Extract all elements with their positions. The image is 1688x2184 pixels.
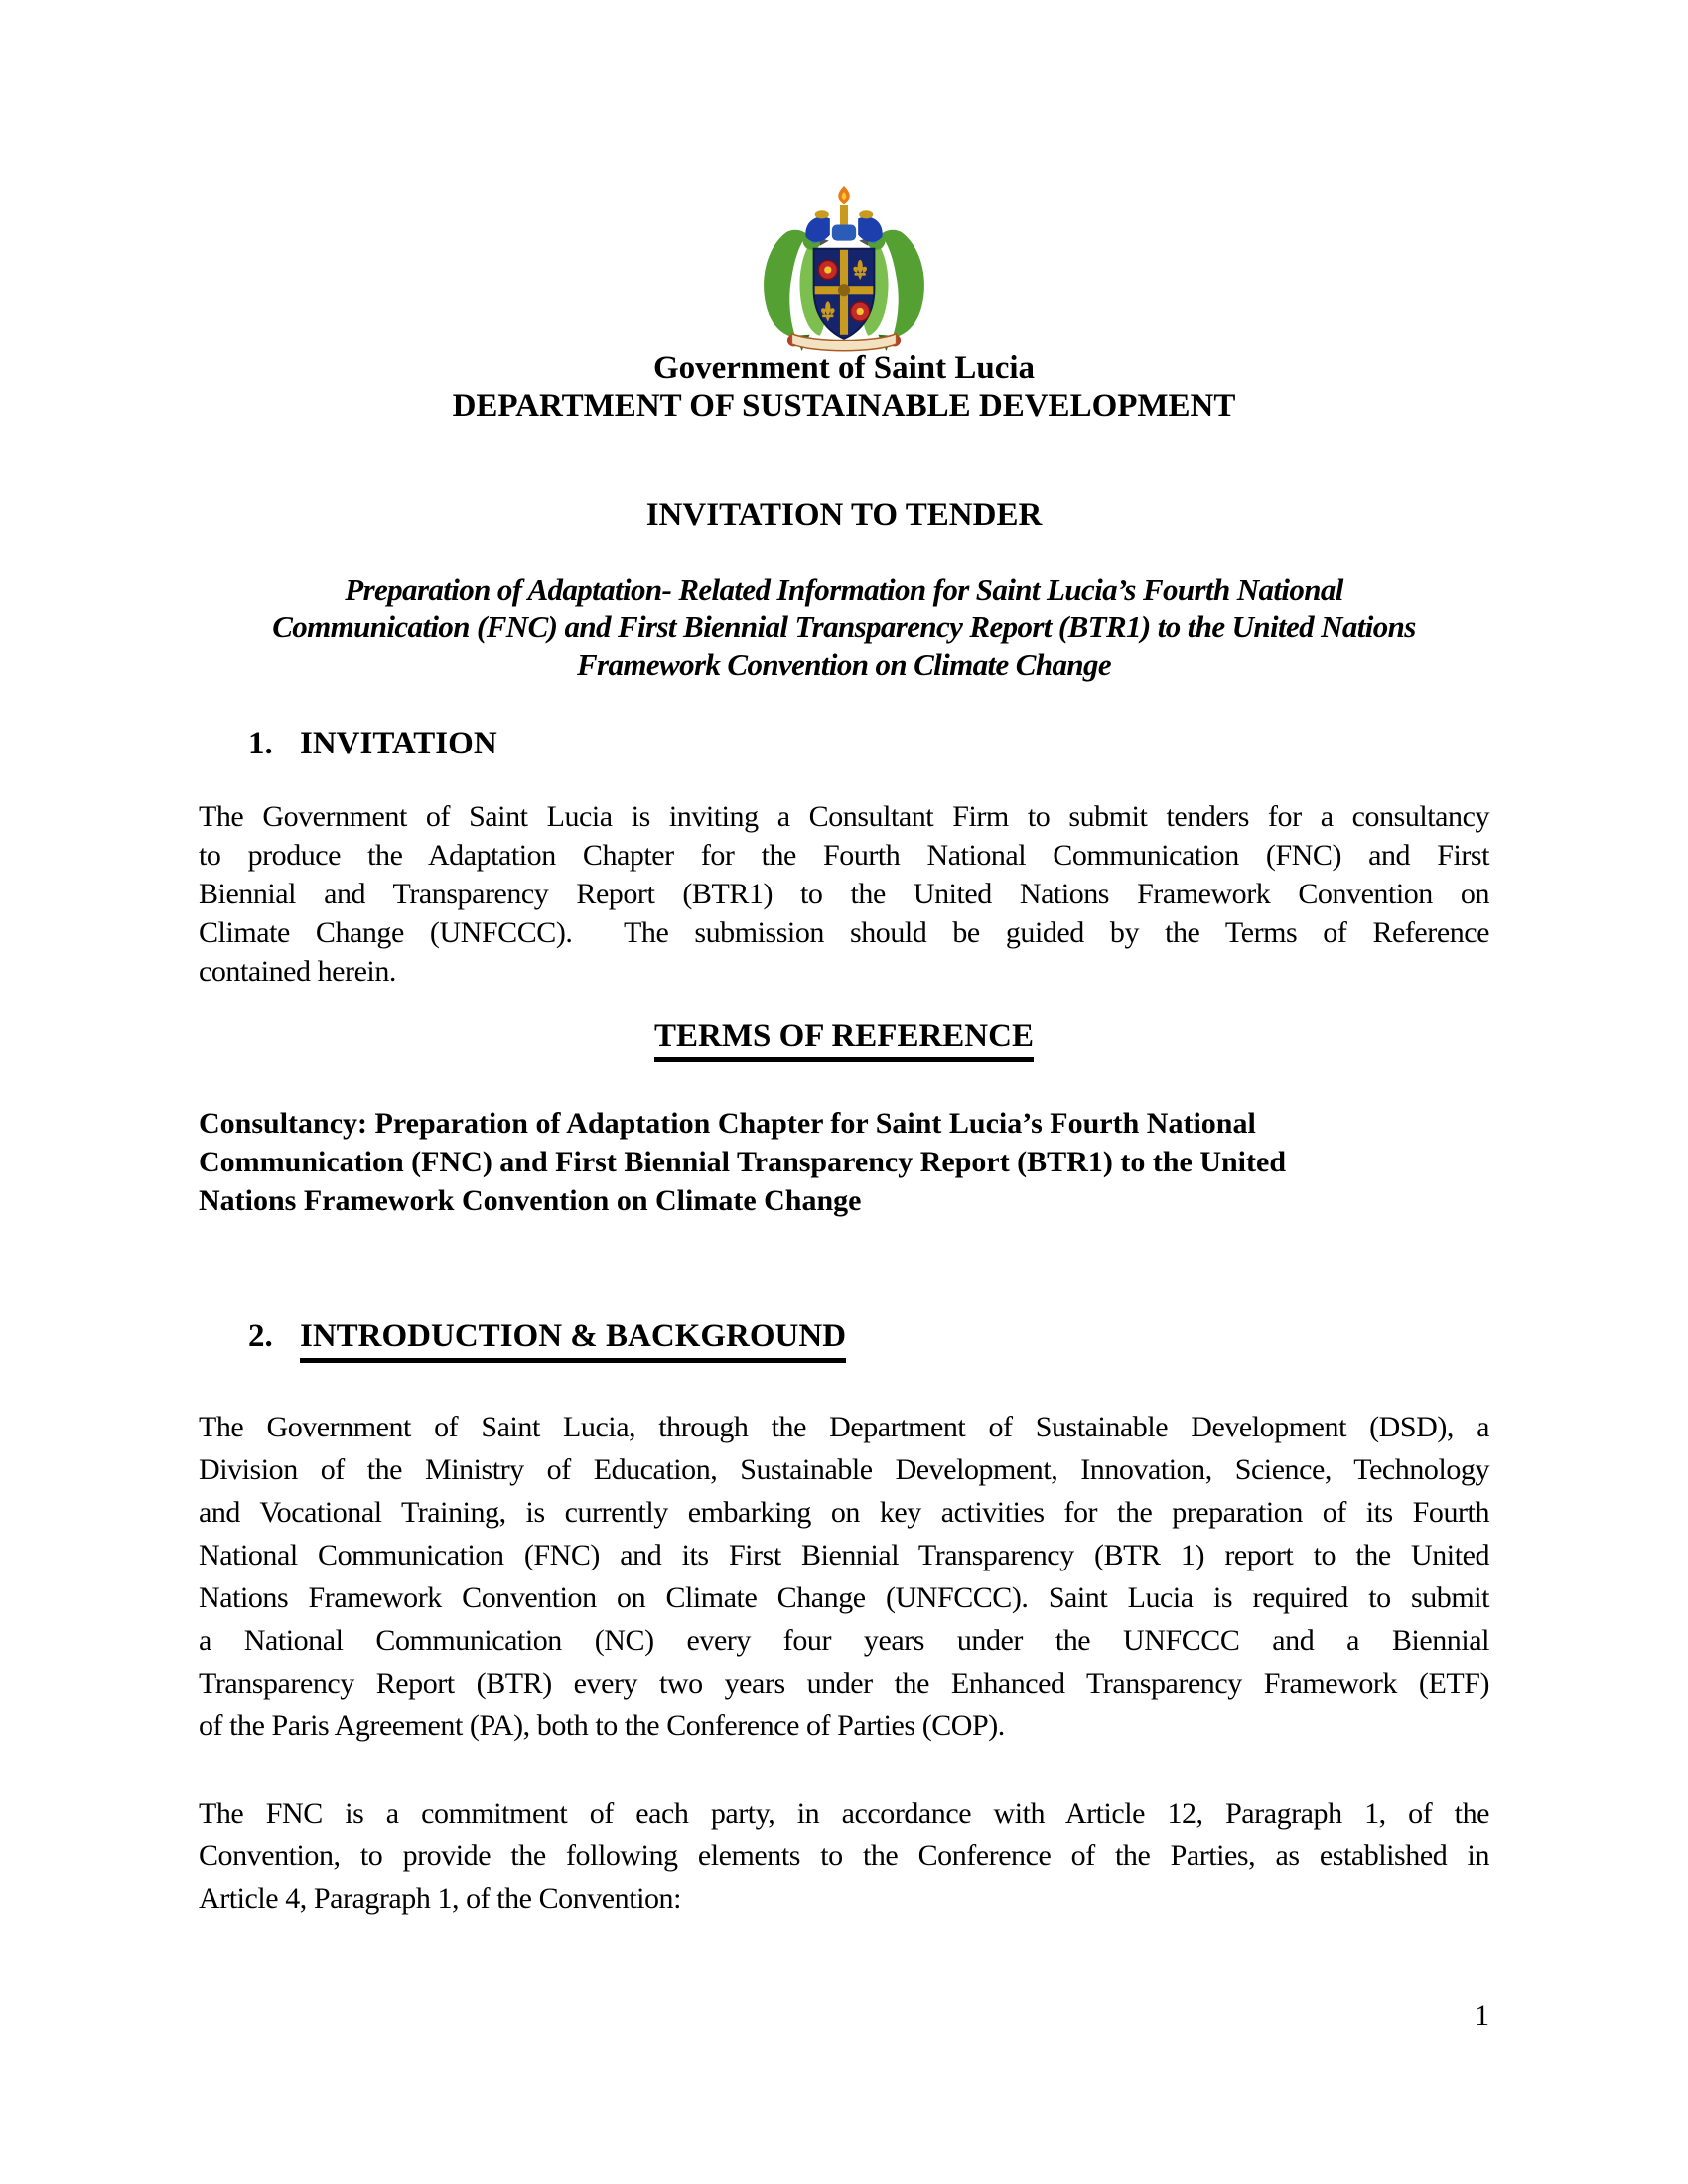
text-line: National Communication (FNC) and its First Biennial Transparency (BTR 1) report to the United <box>199 1539 1489 1571</box>
torch-flame-icon <box>805 186 882 242</box>
terms-of-reference-heading <box>199 1018 1489 1055</box>
coat-of-arms-graphic <box>751 185 937 353</box>
section-1-heading <box>248 725 1489 762</box>
text-line: Biennial and Transparency Report (BTR1) to the United Nations Framework Convention on <box>199 878 1489 910</box>
section-1-paragraph <box>199 797 1489 991</box>
consultancy-statement <box>199 1104 1489 1220</box>
text-line: Consultancy: Preparation of Adaptation Chapter for Saint Lucia’s Fourth National <box>199 1107 1256 1140</box>
text-line: Climate Change (UNFCCC). The submission should be guided by the Terms of Reference <box>199 916 1489 949</box>
text-line: Convention, to provide the following elements to the Conference of the Parties, as established in <box>199 1840 1489 1872</box>
text-line: Framework Convention on Climate Change <box>577 647 1111 682</box>
section-2-title: INTRODUCTION & BACKGROUND <box>300 1317 846 1363</box>
org-name: Government of Saint Lucia <box>652 350 1036 386</box>
document-subtitle <box>149 571 1539 684</box>
section-2-heading <box>248 1317 1489 1363</box>
text-line: a National Communication (NC) every four years under the UNFCCC and a Biennial <box>199 1624 1489 1657</box>
text-line: Nations Framework Convention on Climate Change <box>199 1184 862 1217</box>
section-2-number: 2. <box>248 1318 273 1354</box>
section-1-number: 1. <box>248 726 273 761</box>
section-1-title: INVITATION <box>300 726 497 761</box>
text-line: to produce the Adaptation Chapter for the Fourth National Communication (FNC) and First <box>199 839 1489 872</box>
terms-of-reference-label: TERMS OF REFERENCE <box>654 1019 1034 1062</box>
section-2-paragraph-1 <box>199 1406 1489 1747</box>
text-line: Nations Framework Convention on Climate Change (UNFCCC). Saint Lucia is required to submit <box>199 1581 1489 1614</box>
text-line: Preparation of Adaptation- Related Information for Saint Lucia’s Fourth National <box>345 572 1343 607</box>
saint-lucia-coat-of-arms <box>751 185 937 353</box>
letterhead <box>199 349 1489 425</box>
text-line: The FNC is a commitment of each party, in accordance with Article 12, Paragraph 1, of the <box>199 1797 1489 1830</box>
text-line: contained herein. <box>199 955 396 988</box>
text-line: The Government of Saint Lucia, through the Department of Sustainable Development (DSD), a <box>199 1411 1489 1443</box>
text-line: of the Paris Agreement (PA), both to the Conference of Parties (COP). <box>199 1709 1005 1742</box>
text-line: Transparency Report (BTR) every two years under the Enhanced Transparency Framework (ETF) <box>199 1667 1489 1700</box>
department-name: DEPARTMENT OF SUSTAINABLE DEVELOPMENT <box>452 388 1236 424</box>
document-title: INVITATION TO TENDER <box>645 497 1043 533</box>
text-line: Communication (FNC) and First Biennial Transparency Report (BTR1) to the United Nations <box>272 610 1416 644</box>
text-line: The Government of Saint Lucia is inviting a Consultant Firm to submit tenders for a consultancy <box>199 800 1489 833</box>
page-number: 1 <box>1475 1999 1489 2032</box>
section-2-paragraph-2 <box>199 1792 1489 1920</box>
text-line: Communication (FNC) and First Biennial Transparency Report (BTR1) to the United <box>199 1146 1286 1178</box>
text-line: Article 4, Paragraph 1, of the Convention: <box>199 1882 681 1915</box>
text-line: and Vocational Training, is currently embarking on key activities for the preparation of its Fourth <box>199 1496 1489 1529</box>
text-line: Division of the Ministry of Education, Sustainable Development, Innovation, Science, Technology <box>199 1453 1489 1486</box>
